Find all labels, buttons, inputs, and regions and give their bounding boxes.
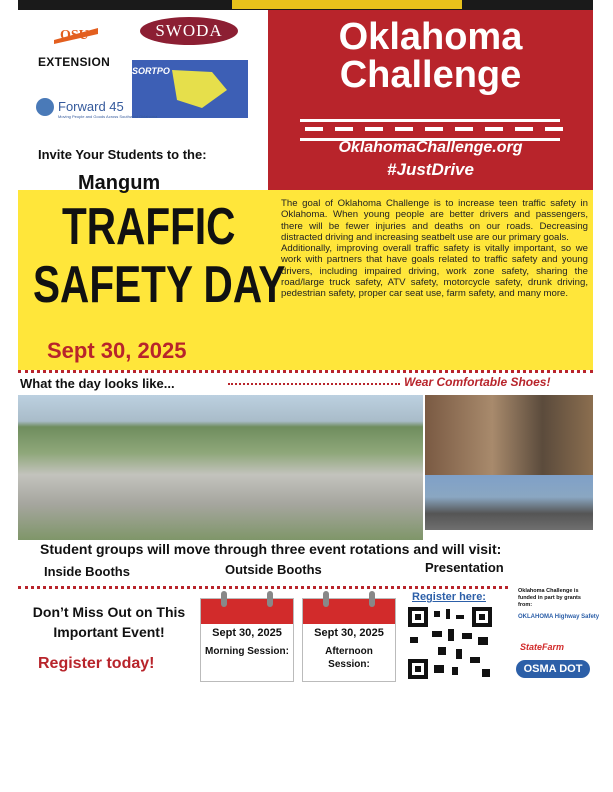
forward45-label: Forward 45 [58, 99, 124, 114]
road-dash [485, 127, 503, 131]
title-line2: Challenge [339, 54, 522, 96]
road-dash [545, 127, 563, 131]
forward45-sub: Moving People and Goods Across Southwest Oklahoma [58, 114, 158, 119]
osma-logo: OSMA DOT [516, 660, 590, 678]
road-dash [425, 127, 443, 131]
rotations-text: Student groups will move through three event rotations and will visit: [40, 541, 502, 557]
road-dash [515, 127, 533, 131]
event-title-line1: TRAFFIC [62, 198, 236, 256]
divider [18, 370, 593, 373]
invite-heading: Invite Your Students to the: [38, 147, 207, 162]
event-date: Sept 30, 2025 [47, 338, 187, 363]
qr-code-icon[interactable] [408, 607, 492, 679]
calendar-ring-icon [369, 591, 375, 607]
divider [228, 383, 400, 385]
calendar-session: Afternoon Session: [325, 646, 373, 670]
day-heading: What the day looks like... [20, 376, 175, 391]
calendar-ring-icon [221, 591, 227, 607]
event-photo-presentation [425, 395, 593, 475]
calendar-date: Sept 30, 2025 [212, 627, 282, 639]
divider [18, 586, 508, 589]
calendar-header [201, 599, 293, 624]
road-dash [305, 127, 323, 131]
forward45-logo-icon [36, 98, 54, 116]
oklahoma-challenge-title [268, 18, 593, 94]
title-line1: Oklahoma [338, 16, 523, 58]
dont-miss-text: Don’t Miss Out on This Important Event! [32, 604, 186, 640]
calendar-header [303, 599, 395, 624]
booth-inside: Inside Booths [44, 564, 130, 579]
calendar-date: Sept 30, 2025 [314, 627, 384, 639]
osu-extension-label: EXTENSION [38, 55, 111, 69]
calendar-ring-icon [323, 591, 329, 607]
calendar-afternoon [302, 598, 396, 682]
description-paragraph-2: Additionally, improving overall traffic safety is vitally important, so we work with partners that have goals related to traffic safety and young drivers, including impaired driving, work zone safety, sharing the road/large truck safety, ATV safety, motorcycle safety, drunk driving, pedestrian safety, proper car seat use, farm safety, and many more. [281, 243, 588, 300]
event-location: Mangum [78, 172, 161, 194]
swoda-logo: SWODA [140, 17, 238, 45]
road-dash [335, 127, 353, 131]
ohso-logo: OKLAHOMA Highway Safety [518, 614, 600, 620]
description-paragraph-1: The goal of Oklahoma Challenge is to increase teen traffic safety in Oklahoma. When young people are better drivers and passengers, there will be fewer injuries and deaths on our roads. Decreasing distracted driving and increasing seatbelt use are our primary goals. [281, 198, 588, 243]
description [281, 198, 588, 300]
calendar-morning [200, 598, 294, 682]
register-here-link[interactable]: Register here: [412, 591, 486, 603]
osu-logo-icon [52, 22, 100, 46]
booth-presentation: Presentation [425, 560, 504, 575]
svg-text:OSU: OSU [60, 28, 89, 43]
oklahoma-challenge-url[interactable]: OklahomaChallenge.org [338, 139, 523, 156]
calendar-session: Morning Session: [205, 646, 289, 657]
road-dash [455, 127, 473, 131]
just-drive-hashtag: #JustDrive [387, 160, 474, 179]
register-today-text: Register today! [38, 655, 155, 672]
statefarm-logo: StateFarm [520, 642, 565, 652]
event-photo-truck [425, 475, 593, 530]
road-line-top [300, 119, 560, 122]
calendar-ring-icon [267, 591, 273, 607]
booth-outside: Outside Booths [225, 562, 322, 577]
top-bar-strip [232, 0, 462, 9]
event-photo-aerial [18, 395, 423, 540]
funded-text: Oklahoma Challenge is funded in part by grants from: [518, 588, 581, 608]
shoes-note: Wear Comfortable Shoes! [404, 375, 551, 389]
road-dash [365, 127, 383, 131]
sortpo-label: SORTPO [132, 66, 170, 76]
road-dash [395, 127, 413, 131]
event-title-line2: SAFETY DAY [33, 256, 286, 314]
